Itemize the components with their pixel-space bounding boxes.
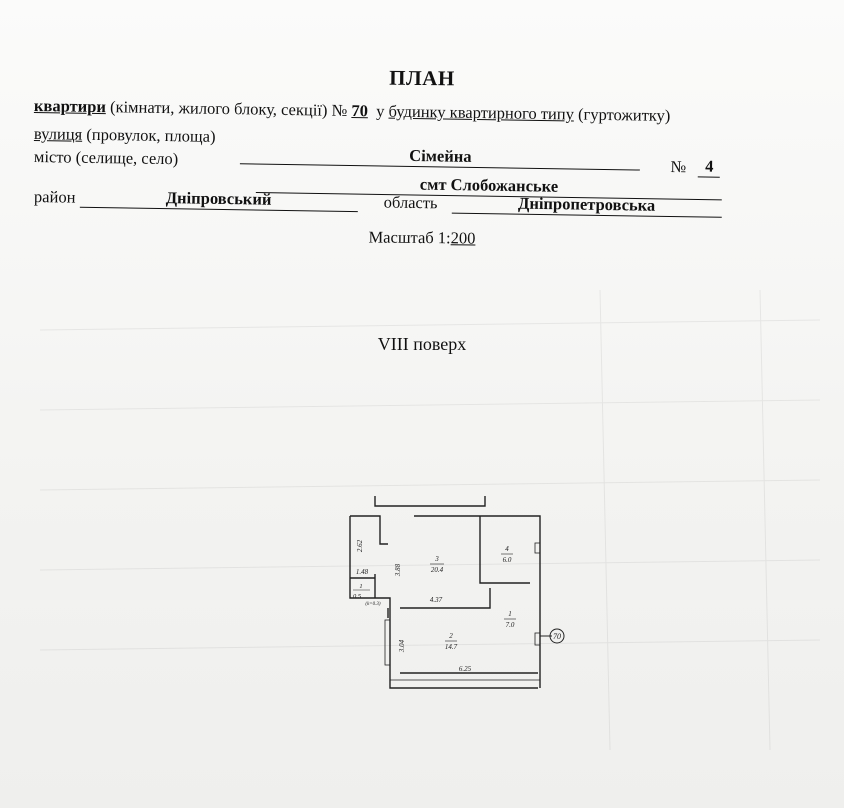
district-value: Дніпровський <box>79 187 357 212</box>
floor-label: VIII поверх <box>377 334 467 354</box>
room-2-number: 2 <box>449 632 453 640</box>
floor-plan <box>330 488 590 708</box>
apartment-number: 70 <box>351 100 369 121</box>
apartment-line <box>34 96 794 128</box>
balcony-number: 1 <box>359 583 363 590</box>
house-number-label: № <box>670 156 687 177</box>
street-label: вулиця <box>33 124 83 144</box>
scale-line <box>0 224 844 253</box>
dimension-3-04: 3.04 <box>398 639 406 653</box>
city-label: місто (селище, село) <box>33 147 179 169</box>
dimension-2-62: 2.62 <box>356 539 364 553</box>
room-1-area: 7.0 <box>505 621 515 629</box>
room-4-number: 4 <box>505 545 509 553</box>
house-alt: (гуртожитку) <box>577 104 671 125</box>
balcony-area: 0.5 <box>352 593 362 600</box>
apartment-marker: 70 <box>553 632 561 641</box>
district-label: район <box>33 187 76 207</box>
room-4-area: 6.0 <box>502 556 512 564</box>
apartment-alt: (кімнати, жилого блоку, секції) № <box>109 97 348 120</box>
scale-value: 200 <box>450 228 476 248</box>
dimension-3-88: 3.88 <box>394 563 402 577</box>
house-type: будинку квартирного типу <box>388 101 575 124</box>
apartment-word: квартири <box>33 96 107 117</box>
city-value: смт Слобожанське <box>256 172 722 200</box>
room-3-number: 3 <box>435 555 439 563</box>
house-number: 4 <box>698 156 720 177</box>
balcony-coefficient: (k=0.3) <box>365 602 381 607</box>
scale-label: Масштаб 1: <box>368 227 451 248</box>
room-2-area: 14.7 <box>444 643 458 651</box>
street-alt: (провулок, площа) <box>86 124 216 146</box>
dimension-6-25: 6.25 <box>458 665 472 673</box>
room-3-area: 20.4 <box>430 566 444 574</box>
room-1-number: 1 <box>508 610 512 618</box>
region-label: область <box>383 192 438 213</box>
region-value: Дніпропетровська <box>452 193 722 218</box>
dimension-1-48: 1.48 <box>355 568 369 576</box>
dimension-4-37: 4.37 <box>429 596 443 604</box>
street-value: Сімейна <box>240 143 640 170</box>
page-title: ПЛАН <box>389 65 455 91</box>
house-prefix: у <box>376 101 385 121</box>
